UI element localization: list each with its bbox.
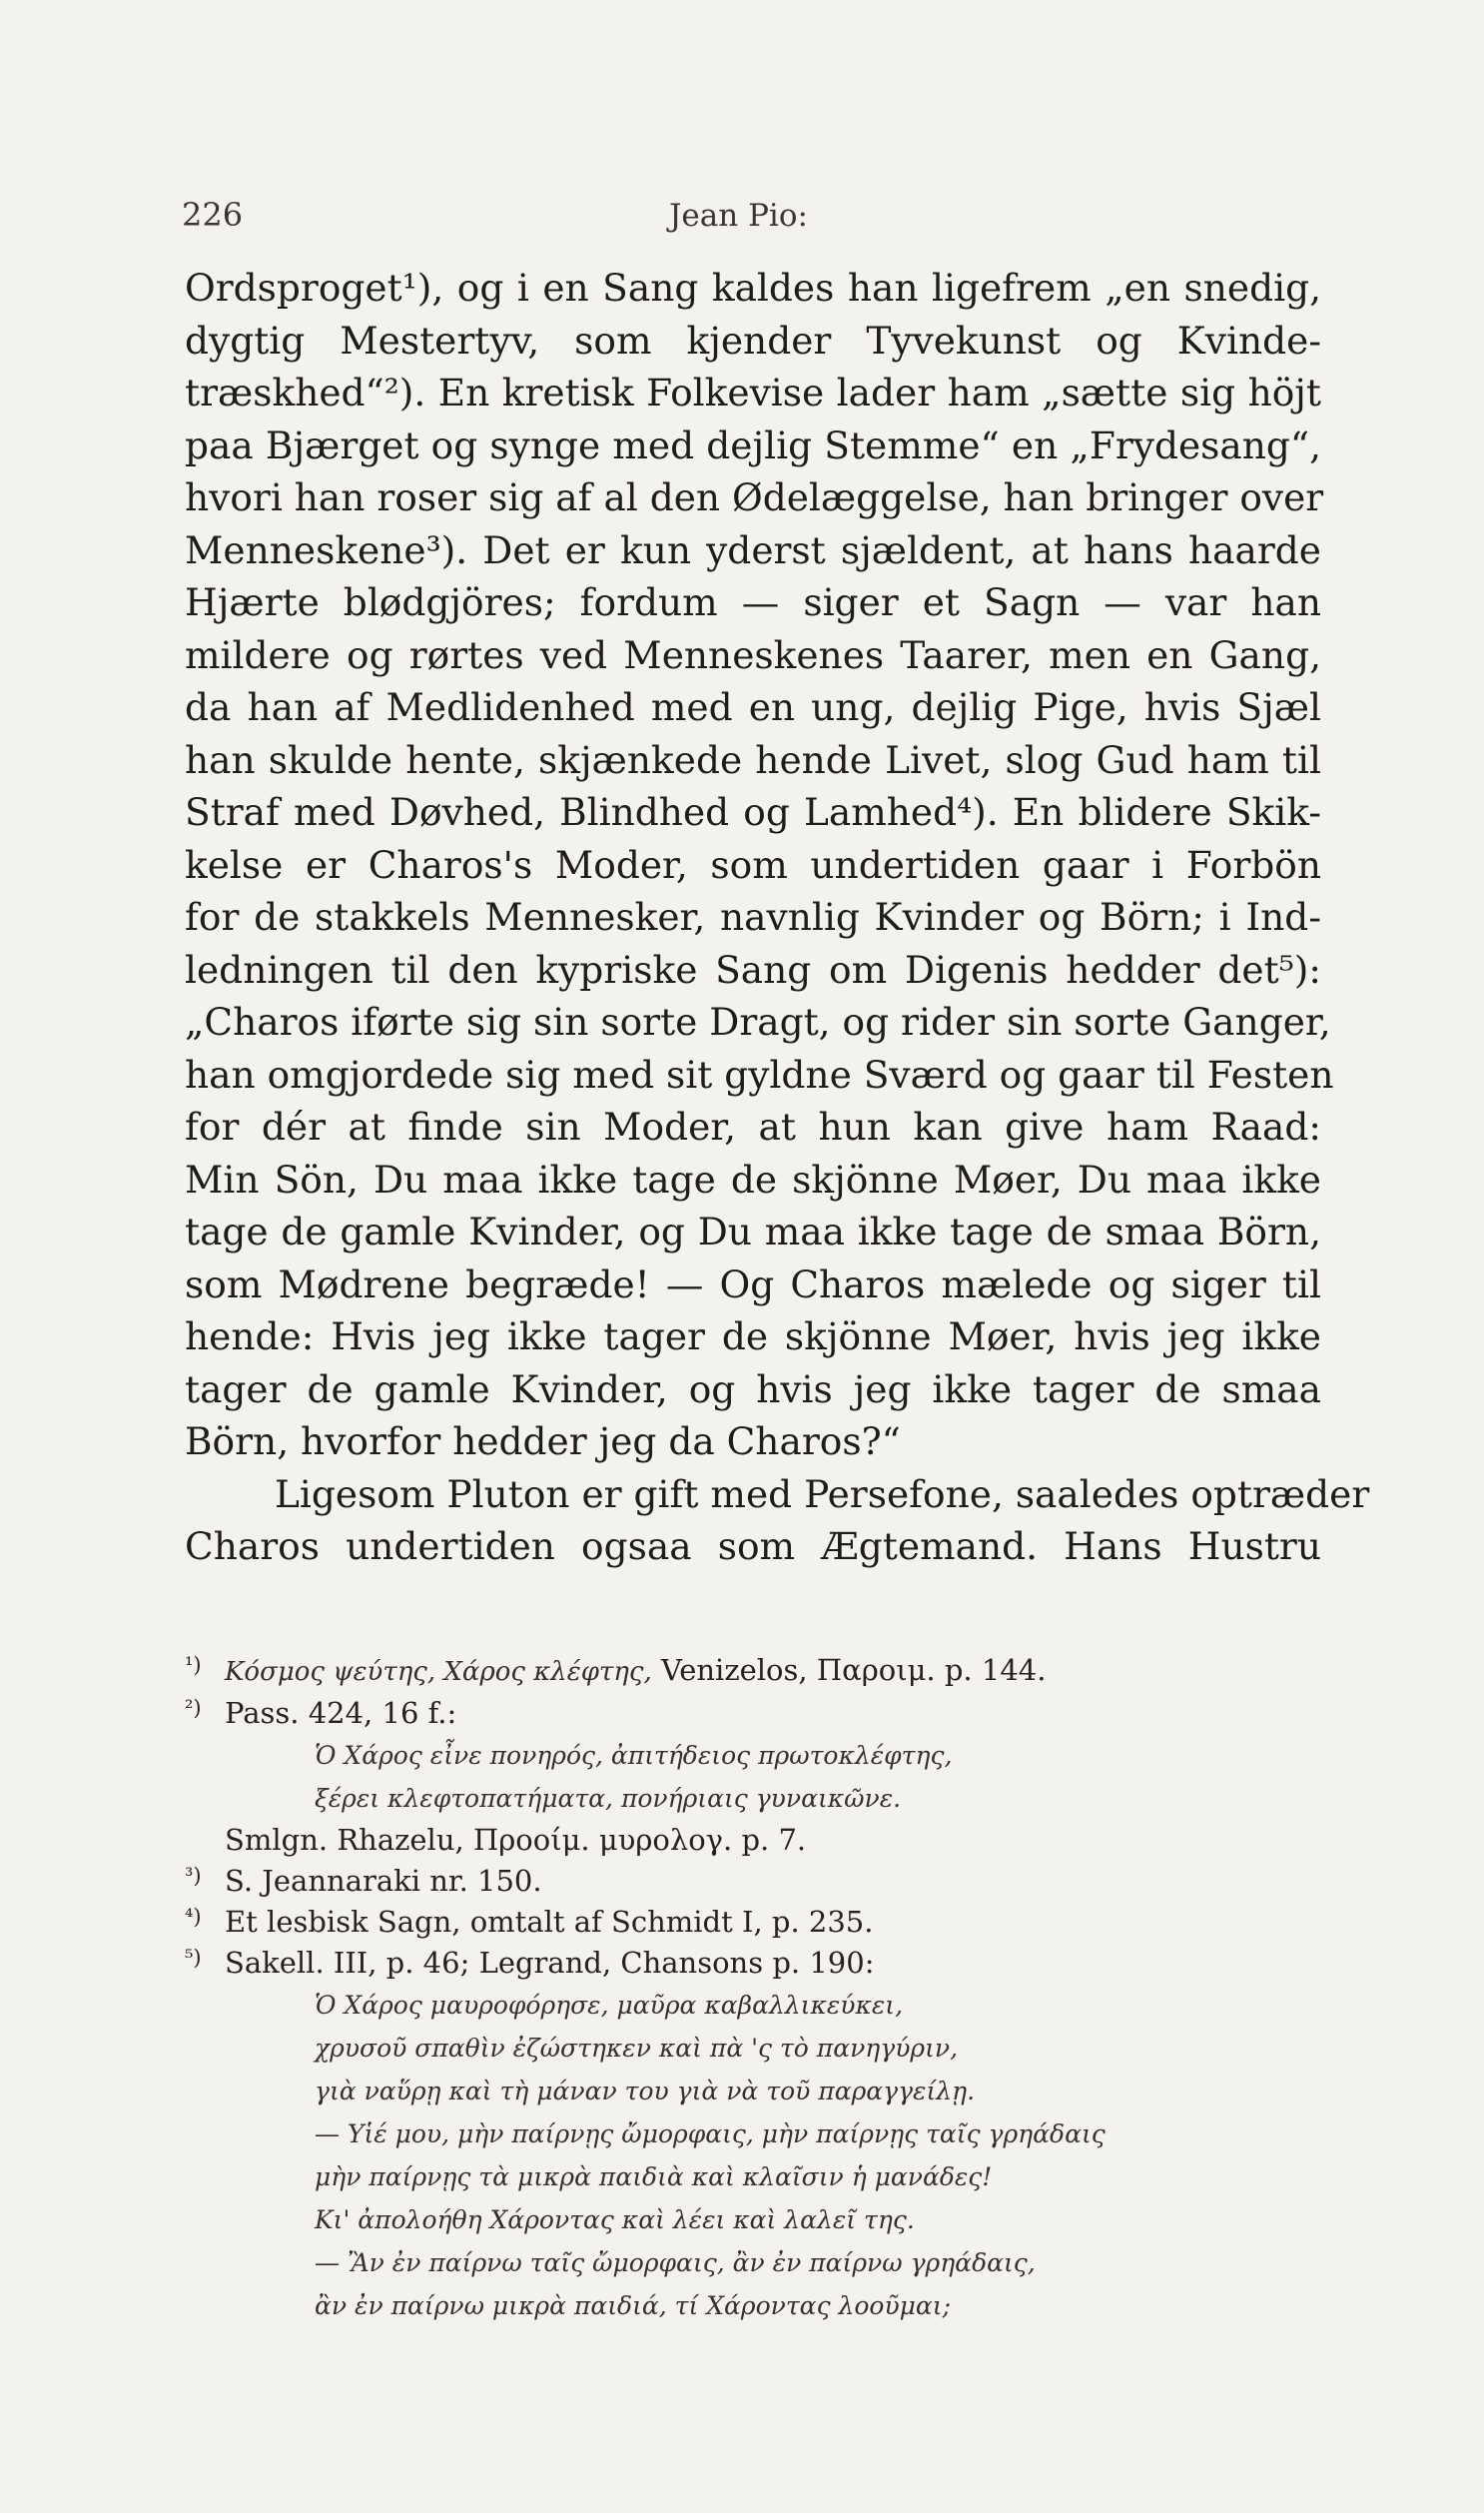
footnote-1 [185,1650,1321,1693]
footnote-text: S. Jeannaraki nr. 150. [225,1864,542,1898]
footnote-text: Et lesbisk Sagn, omtalt af Schmidt I, p. 235. [225,1905,874,1939]
text-line: Ligesom Pluton er gift med Persefone, saaledes optræder [275,1471,1370,1516]
greek-verse: Κι' ἀπολοήθη Χάροντας καὶ λέει καὶ λαλεῖ της. [315,2205,915,2234]
text-line: Ordsproget¹), og i en Sang kaldes han ligefrem „en snedig, [185,266,1321,310]
text-line: Straf med Døvhed, Blindhed og Lamhed⁴). En blidere Skik- [185,790,1321,834]
greek-verse: γιὰ ναὕρῃ καὶ τὴ μάναν του γιὰ νὰ τοῦ παραγγείλῃ. [315,2077,976,2105]
text-line: som Mødrene begræde! — Og Charos mælede og siger til [185,1261,1321,1306]
footnote-mark: ³) [185,1864,202,1888]
text-line: paa Bjærget og synge med dejlig Stemme“ en „Frydesang“, [185,422,1321,467]
page-number: 226 [182,196,244,234]
footnote-mark: ¹) [185,1653,202,1677]
greek-verse: — Υἱέ μου, μὴν παίρνῃς ὤμορφαις, μὴν παίρνῃς ταῖς γρηάδαις [315,2119,1106,2148]
greek-verse: Ὁ Χάρος μαυροφόρησε, μαῦρα καβαλλικεύκει, [315,1991,904,2020]
text-line: Menneskene³). Det er kun yderst sjældent, at hans haarde [185,527,1321,572]
footnote-text: Sakell. III, p. 46; Legrand, Chansons p. 190: [225,1946,875,1980]
text-line: Min Sön, Du maa ikke tage de skjönne Møer, Du maa ikke [185,1157,1321,1202]
text-line: mildere og rørtes ved Menneskenes Taarer, men en Gang, [185,632,1321,677]
text-line: dygtig Mestertyv, som kjender Tyvekunst og Kvinde- [185,318,1321,363]
text-line: han omgjordede sig med sit gyldne Sværd og gaar til Festen [185,1052,1334,1097]
footnote-4 [185,1902,1321,1943]
greek-verse: ξέρει κλεφτοπατήματα, πονήριαις γυναικῶνε. [315,1784,902,1813]
footnote-text: Venizelos, Παροιμ. p. 144. [660,1653,1047,1687]
page-header [180,196,1318,256]
text-line: for de stakkels Mennesker, navnlig Kvinder og Börn; i Ind- [185,895,1321,939]
text-line: han skulde hente, skjænkede hende Livet, slog Gud ham til [185,737,1321,782]
text-line: hende: Hvis jeg ikke tager de skjönne Møer, hvis jeg ikke [185,1314,1321,1358]
footnotes [185,1650,1321,2327]
text-line: kelse er Charos's Moder, som undertiden gaar i Forbön [185,842,1321,887]
text-line: da han af Medlidenhed med en ung, dejlig Pige, hvis Sjæl [185,685,1321,729]
footnote-mark: ²) [185,1696,202,1720]
text-line: tager de gamle Kvinder, og hvis jeg ikke tager de smaa [185,1366,1321,1411]
text-line: ledningen til den kypriske Sang om Digenis hedder det⁵): [185,947,1321,992]
footnote-3 [185,1861,1321,1902]
text-line: „Charos iførte sig sin sorte Dragt, og rider sin sorte Ganger, [185,1000,1331,1044]
text-line: Hjærte blødgjöres; fordum — siger et Sagn — var han [185,580,1321,624]
footnote-text: Pass. 424, 16 f.: [225,1696,457,1730]
greek-verse: ἂν ἐν παίρνω μικρὰ παιδιά, τί Χάροντας λοοῦμαι; [315,2291,952,2320]
footnote-mark: ⁴) [185,1905,202,1929]
greek-verse: — Ἂν ἐν παίρνω ταῖς ὤμορφαις, ἂν ἐν παίρνω γρηάδαις, [315,2248,1036,2277]
text-line: tage de gamle Kvinder, og Du maa ikke tage de smaa Börn, [185,1210,1321,1254]
text-line: Börn, hvorfor hedder jeg da Charos?“ [185,1419,901,1463]
main-text [185,262,1370,1573]
text-line: for dér at finde sin Moder, at hun kan give ham Raad: [185,1105,1321,1149]
running-title: Jean Pio: [669,198,808,234]
greek-verse: Ὁ Χάρος εἶνε πονηρός, ἀπιτήδειος πρωτοκλέφτης, [315,1741,953,1770]
footnote-2 [185,1693,1321,1734]
greek-quote: Κόσμος ψεύτης, Χάρος κλέφτης, [225,1657,652,1687]
footnote-5 [185,1943,1321,1984]
text-line: træskhed“²). En kretisk Folkevise lader ham „sætte sig höjt [185,371,1321,415]
footnote-mark: ⁵) [185,1946,202,1970]
footnote-compare: Smlgn. Rhazelu, Προοίμ. μυρολογ. p. 7. [225,1823,807,1857]
text-line: Charos undertiden ogsaa som Ægtemand. Hans Hustru [185,1524,1321,1568]
greek-verse: χρυσοῦ σπαθὶν ἐζώστηκεν καὶ πὰ 'ς τὸ πανηγύριν, [315,2034,959,2063]
text-line: hvori han roser sig af al den Ødelæggelse, han bringer over [185,475,1324,519]
greek-verse: μὴν παίρνῃς τὰ μικρὰ παιδιὰ καὶ κλαῖσιν ἡ μανάδες! [315,2162,993,2191]
